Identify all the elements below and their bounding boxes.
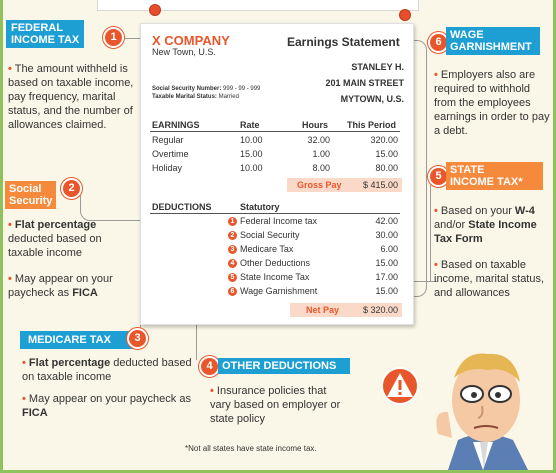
medicare-tax-label: MEDICARE TAX [20, 331, 135, 349]
state-bullet1-bold2: State Income Tax Form [434, 219, 537, 245]
employee-street: 201 MAIN STREET [325, 78, 404, 88]
federal-title-line1: FEDERAL [11, 22, 63, 34]
deduction-label: Other Deductions [240, 258, 311, 268]
bullet-icon: • [22, 357, 26, 369]
other-deductions-label: OTHER DEDUCTIONS [218, 358, 350, 374]
earnings-header: EARNINGS [152, 120, 200, 130]
state-bullet1-pre: Based on your [440, 205, 515, 217]
wage-garnishment-label [446, 27, 540, 55]
social-bullet-2 [8, 272, 133, 300]
medicare-number-badge: 3 [127, 328, 148, 349]
federal-description [8, 62, 136, 132]
state-title-line2: INCOME TAX* [450, 176, 523, 188]
social-bullet2-pre: May appear on your paycheck as [8, 273, 113, 299]
wage-title-line1: WAGE [450, 29, 484, 41]
medicare-bullet1-bold: Flat percentage [28, 357, 111, 369]
state-bullet2-text: Based on taxable income, marital status, and allowances [434, 259, 545, 299]
connector-wage [412, 40, 427, 297]
social-bullet2-bold: FICA [72, 287, 98, 299]
state-title-line1: STATE [450, 164, 485, 176]
deduction-label: Federal Income tax [240, 216, 318, 226]
deductions-rule [150, 213, 400, 214]
employee-name: STANLEY H. [351, 62, 404, 72]
marital-value: Married [218, 94, 239, 100]
federal-title-line2: INCOME TAX [11, 34, 80, 46]
social-security-label [5, 181, 56, 209]
statement-title: Earnings Statement [287, 35, 400, 49]
deduction-label: State Income Tax [240, 272, 310, 282]
deduction-value: 6.00 [380, 244, 398, 254]
deduction-num: 2 [228, 231, 237, 240]
bullet-icon: • [210, 385, 214, 397]
net-pay-label: Net Pay [306, 305, 340, 315]
deduction-num: 3 [228, 245, 237, 254]
medicare-bullet-1 [22, 356, 192, 384]
marital-line [152, 94, 239, 100]
bullet-icon: • [8, 219, 12, 231]
ssn-label: Social Security Number: [152, 86, 222, 92]
other-text: Insurance policies that vary based on employer or state policy [210, 385, 341, 425]
ssn-value: 999 - 99 - 999 [223, 86, 261, 92]
state-bullet-1 [434, 204, 546, 246]
social-bullet1-bold: Flat percentage [14, 219, 97, 231]
net-pay-value: $ 320.00 [362, 305, 398, 315]
earnings-cell: 10.00 [240, 163, 263, 173]
medicare-bullet1-rest: deducted based on taxable income [22, 357, 192, 383]
earnings-cell: 80.00 [375, 163, 398, 173]
state-number-badge: 5 [428, 166, 449, 187]
earnings-cell: 15.00 [240, 149, 263, 159]
deduction-num: 5 [228, 273, 237, 282]
state-bullet-2 [434, 258, 546, 300]
deduction-value: 17.00 [375, 272, 398, 282]
deduction-num: 4 [228, 259, 237, 268]
other-description [210, 384, 350, 426]
statutory-header: Statutory [240, 202, 280, 212]
social-number-badge: 2 [61, 178, 82, 199]
deduction-label: Medicare Tax [240, 244, 294, 254]
wage-number-badge: 6 [428, 32, 449, 53]
deduction-num: 1 [228, 217, 237, 226]
ssn-line [152, 86, 260, 92]
pushpin-left [150, 5, 160, 15]
gross-pay-value: $ 415.00 [362, 180, 398, 190]
social-bullet1-rest: deducted based on taxable income [8, 233, 102, 259]
employee-city: MYTOWN, U.S. [340, 94, 404, 104]
medicare-bullet2-bold: FICA [22, 407, 48, 419]
bullet-icon: • [8, 273, 12, 285]
social-title-line2: Security [9, 195, 53, 207]
deduction-value: 30.00 [375, 230, 398, 240]
federal-number-badge: 1 [103, 27, 124, 48]
earnings-cell: 15.00 [375, 149, 398, 159]
other-number-badge: 4 [199, 356, 220, 377]
wage-description [434, 68, 552, 138]
earnings-cell: Holiday [152, 163, 183, 173]
company-location: New Town, U.S. [152, 47, 216, 57]
rate-header: Rate [240, 120, 260, 130]
deduction-value: 15.00 [375, 258, 398, 268]
state-bullet1-mid: and/or [434, 219, 469, 231]
bullet-icon: • [434, 69, 438, 81]
deduction-num: 6 [228, 287, 237, 296]
earnings-cell: Overtime [152, 149, 189, 159]
bullet-icon: • [434, 205, 438, 217]
earnings-cell: Regular [152, 135, 184, 145]
federal-income-tax-label [6, 20, 84, 48]
medicare-bullet-2 [22, 392, 192, 420]
bullet-icon: • [434, 259, 438, 271]
footnote: *Not all states have state income tax. [185, 444, 317, 453]
connector-state-v [430, 185, 431, 281]
state-income-tax-label [446, 162, 543, 190]
earnings-cell: 1.00 [312, 149, 330, 159]
company-name: X COMPANY [152, 33, 230, 48]
bullet-icon: • [22, 393, 26, 405]
social-title-line1: Social [9, 183, 42, 195]
medicare-bullet2-pre: May appear on your paycheck as [28, 393, 191, 405]
hours-header: Hours [302, 120, 329, 130]
earnings-cell: 32.00 [307, 135, 330, 145]
gross-pay-label: Gross Pay [297, 180, 342, 190]
deduction-value: 15.00 [375, 286, 398, 296]
marital-label: Taxable Marital Status: [152, 94, 217, 100]
deduction-value: 42.00 [375, 216, 398, 226]
earnings-cell: 8.00 [312, 163, 330, 173]
warning-icon [380, 366, 420, 406]
earnings-cell: 10.00 [240, 135, 263, 145]
wage-title-line2: GARNISHMENT [450, 41, 532, 53]
wage-text: Employers also are required to withhold from the employees earnings in order to pay a debt. [434, 69, 550, 137]
deductions-header: DEDUCTIONS [152, 202, 212, 212]
earnings-rule [150, 131, 400, 132]
bullet-icon: • [8, 63, 12, 75]
top-banner [97, 0, 419, 11]
worried-man-illustration [418, 330, 553, 470]
deduction-label: Social Security [240, 230, 300, 240]
this-period-header: This Period [347, 120, 397, 130]
deduction-label: Wage Garnishment [240, 286, 318, 296]
state-bullet1-bold1: W-4 [514, 205, 535, 217]
federal-text: The amount withheld is based on taxable income, pay frequency, marital status, and the number of allowances claimed. [8, 63, 134, 131]
social-bullet-1 [8, 218, 133, 260]
earnings-cell: 320.00 [370, 135, 398, 145]
pushpin-right [400, 10, 410, 20]
